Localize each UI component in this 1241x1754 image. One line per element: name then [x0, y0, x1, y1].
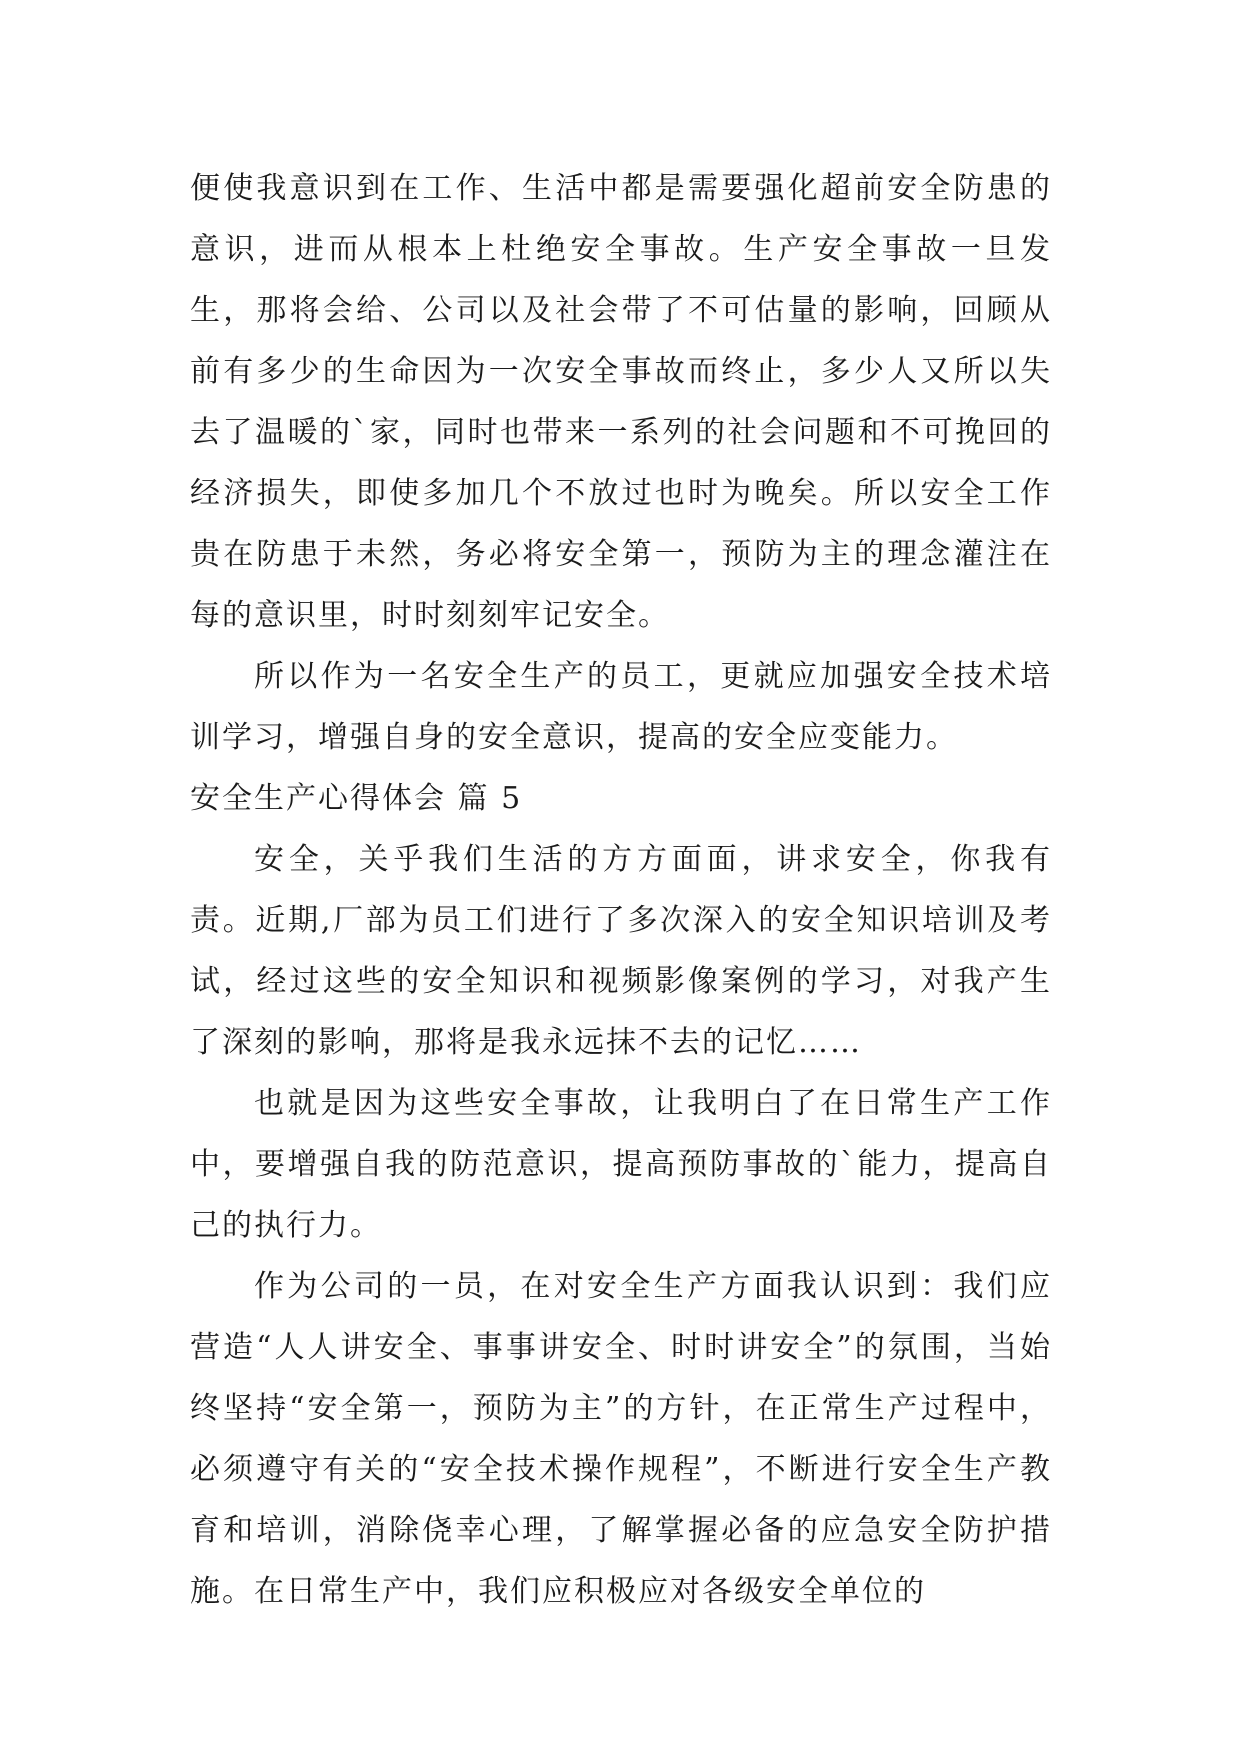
paragraph-company-member: 作为公司的一员，在对安全生产方面我认识到：我们应营造“人人讲安全、事事讲安全、时时讲安全”的氛围，当始终坚持“安全第一，预防为主”的方针，在正常生产过程中，必须遵守有关的“安全技术操作规程”，不断进行安全生产教育和培训，消除侥幸心理，了解掌握必备的应急安全防护措施。在日常生产中，我们应积极应对各级安全单位的: [190, 1269, 1052, 1609]
section-heading: 安全生产心得体会 篇 5: [190, 781, 523, 816]
paragraph-safety-training: 所以作为一名安全生产的员工，更就应加强安全技术培训学习，增强自身的安全意识，提高的安全应变能力。: [190, 659, 1052, 755]
paragraph-continuation: 便使我意识到在工作、生活中都是需要强化超前安全防患的意识，进而从根本上杜绝安全事故。生产安全事故一旦发生，那将会给、公司以及社会带了不可估量的影响，回顾从前有多少的生命因为一次安全事故而终止，多少人又所以失去了温暖的`家，同时也带来一系列的社会问题和不可挽回的经济损失，即使多加几个不放过也时为晚矣。所以安全工作贵在防患于未然，务必将安全第一，预防为主的理念灌注在每的意识里，时时刻刻牢记安全。: [190, 171, 1052, 633]
paragraph-awareness: 也就是因为这些安全事故，让我明白了在日常生产工作中，要增强自我的防范意识，提高预防事故的`能力，提高自己的执行力。: [190, 1086, 1052, 1243]
document-body: [190, 158, 1052, 1622]
paragraph-intro: 安全，关乎我们生活的方方面面，讲求安全，你我有责。近期,厂部为员工们进行了多次深入的安全知识培训及考试，经过这些的安全知识和视频影像案例的学习，对我产生了深刻的影响，那将是我永远抹不去的记忆……: [190, 842, 1052, 1060]
